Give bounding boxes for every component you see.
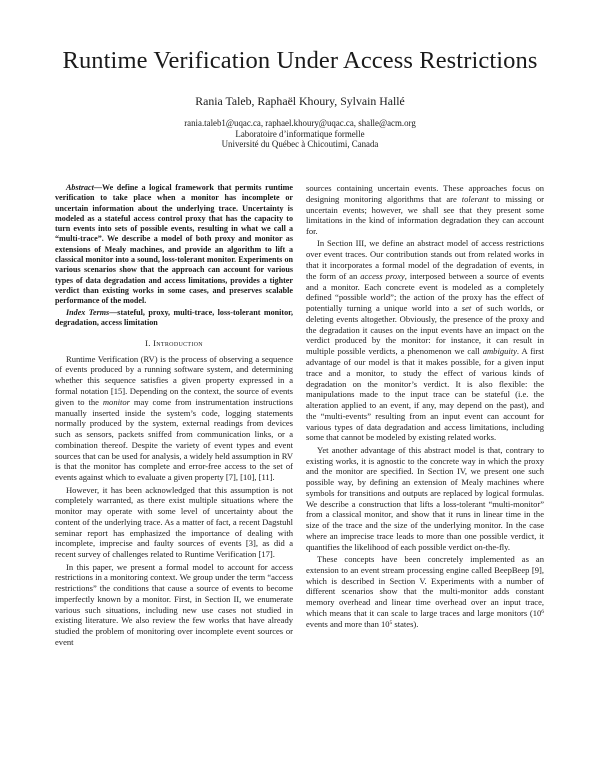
right-column bbox=[306, 183, 544, 630]
intro-r2-emphasis-2: set bbox=[461, 303, 472, 314]
intro-p1-emphasis: monitor bbox=[102, 396, 130, 407]
intro-r1-text-a: sources containing uncertain events. These approaches focus on designing monitoring algorithms that are bbox=[306, 183, 544, 204]
intro-paragraph-4 bbox=[306, 238, 544, 443]
intro-r4-exponent-2: 5 bbox=[389, 619, 393, 626]
intro-r4-text-c: states). bbox=[392, 618, 419, 629]
intro-r2-text-d: . A first advantage of our model is that it makes possible, for a given input trace and a monitor, to study the effect of various kinds of degradation on the monitor’s verdict. It is also flexible: the manipulations made to the input trace can be stateful (i.e. the alteration applied to an event, if any, may depend on the past), and the “multi-events” resulting from an input event can account for various types of data degradation and access limitations, including some that cannot be modeled by existing related works. bbox=[306, 346, 544, 443]
intro-r2-emphasis-1: access proxy bbox=[360, 270, 405, 281]
intro-r1-text-b: to missing or uncertain events; however, we shall see that they present some limitations in the kind of information degradation they can account for. bbox=[306, 193, 544, 237]
intro-paragraph-2: However, it has been acknowledged that this assumption is not completely warranted, as there exist multiple situations where the monitor may operate with some level of uncertainty about the content of the underlying trace. As a matter of fact, a recent Dagstuhl seminar report has emphasized the importance of dealing with incomplete, imprecise and faulty sources of events [3], as did a recent survey of challenges related to Runtime Verification [17]. bbox=[55, 484, 293, 560]
left-column bbox=[55, 183, 293, 648]
intro-paragraph-3-cont bbox=[306, 183, 544, 237]
intro-paragraph-1 bbox=[55, 354, 293, 483]
intro-r2-text-a: In Section III, we define an abstract model of access restrictions over event traces. Our contribution stands out from related works in that it incorporates a formal model of the degradation of events, in the form of an bbox=[306, 238, 544, 281]
intro-paragraph-3: In this paper, we present a formal model to account for access restrictions in a monitoring context. We group under the term “access restrictions” the conditions that cause a source of events to become imperfectly known by a monitor. First, in Section II, we enumerate various such situations, including new use cases not studied in existing literature. We also review the few works that have already studied the problem of monitoring over incomplete event sources or event bbox=[55, 561, 293, 647]
abstract bbox=[55, 183, 293, 307]
intro-paragraph-6 bbox=[306, 554, 544, 629]
intro-r2-text-b: , interposed between a source of events and a monitor. Each concrete event is modeled as a completely defined “possible world”; the action of the proxy has the effect of potentially turning a unique world into a bbox=[306, 270, 544, 314]
author-list: Rania Taleb, Raphaël Khoury, Sylvain Hallé bbox=[195, 94, 405, 108]
intro-p1-text-b: may come from instrumentation instructions manually inserted inside the system’s code, logging statements normally produced by the system, external readings from devices such as sensors, packets sniffed from communication links, or a combination thereof. Despite the variety of event types and event sources that can be used for analysis, a widely held assumption in RV is that the monitor has complete and error-free access to the set of events against which to evaluate a given property [7], [10], [11]. bbox=[55, 396, 293, 483]
lab-name: Laboratoire d’informatique formelle bbox=[235, 128, 365, 139]
author-emails: rania.taleb1@uqac.ca, raphael.khoury@uqac.ca, shalle@acm.org bbox=[184, 118, 416, 128]
paper-title: Runtime Verification Under Access Restrictions bbox=[62, 47, 538, 74]
intro-r4-text-b: events and more than 10 bbox=[306, 618, 390, 629]
intro-r4-exponent-1: 6 bbox=[541, 608, 544, 615]
intro-r4-text-a: These concepts have been concretely implemented as an extension to an event stream processing engine called BeepBeep [9], which is described in Section V. Experiments with a number of different scenarios show that the multi-monitor adds constant memory overhead and linear time overhead over an input trace, which means that it can scale to large traces and large monitors (10 bbox=[306, 554, 544, 618]
intro-paragraph-5: Yet another advantage of this abstract model is that, contrary to existing works, it is agnostic to the concrete way in which the proxy and the monitor are specified. In Section IV, we present one such possible way, by defining an extension of Mealy machines where symbols for transitions and outputs are replaced by logical formulas. We describe a construction that lifts a loss-tolerant “multi-monitor” from a classical monitor, and show that it runs in linear time in the size of the trace and the size of the underlying monitor. In the case where an imprecise trace leads to more than one possible verdict, it quantifies the likelihood of each possible verdict on-the-fly. bbox=[306, 444, 544, 552]
intro-p1-text-a: Runtime Verification (RV) is the process of observing a sequence of events produced by a running software system, and determining whether this sequence satisfies a given property expressed in a formal notation [15]. Depending on the context, the source of events given to the bbox=[55, 353, 293, 407]
abstract-lead: Abstract bbox=[66, 183, 94, 192]
intro-r2-emphasis-3: ambiguity bbox=[482, 346, 517, 357]
index-terms-lead: Index Terms bbox=[66, 308, 110, 318]
intro-r2-text-c: of such worlds, or deleting events altogether. Obviously, the presence of the proxy and the degradation it causes on the input events have an impact on the verdict produced by the monitor: for instance, it can result in multiple possible verdicts, a phenomenon we call bbox=[306, 303, 544, 357]
section-heading-introduction: I. Introduction bbox=[145, 337, 203, 348]
abstract-text: —We define a logical framework that permits runtime verification to take place when a monitor has incomplete or uncertain information about the underlying trace. Uncertainty is modeled as a stateful access control proxy that has the capacity to turn events into sets of possible events, resulting in what we call a “multi-trace”. We describe a model of both proxy and monitor as extensions of Mealy machines, and provide an algorithm to lift a classical monitor into a sound, loss-tolerant monitor. Experiments on various scenarios show that the approach can account for various types of data degradation and access limitations, provides a tighter verdict than existing works in some cases, and preserves scalable performance of the model. bbox=[55, 183, 293, 306]
university-name: Université du Québec à Chicoutimi, Canada bbox=[221, 139, 379, 150]
index-terms-text: —stateful, proxy, multi-trace, loss-tolerant monitor, degradation, access limitation bbox=[55, 308, 294, 328]
affiliation-block bbox=[0, 118, 600, 150]
index-terms bbox=[55, 308, 293, 329]
intro-r1-emphasis: tolerant bbox=[461, 193, 489, 204]
